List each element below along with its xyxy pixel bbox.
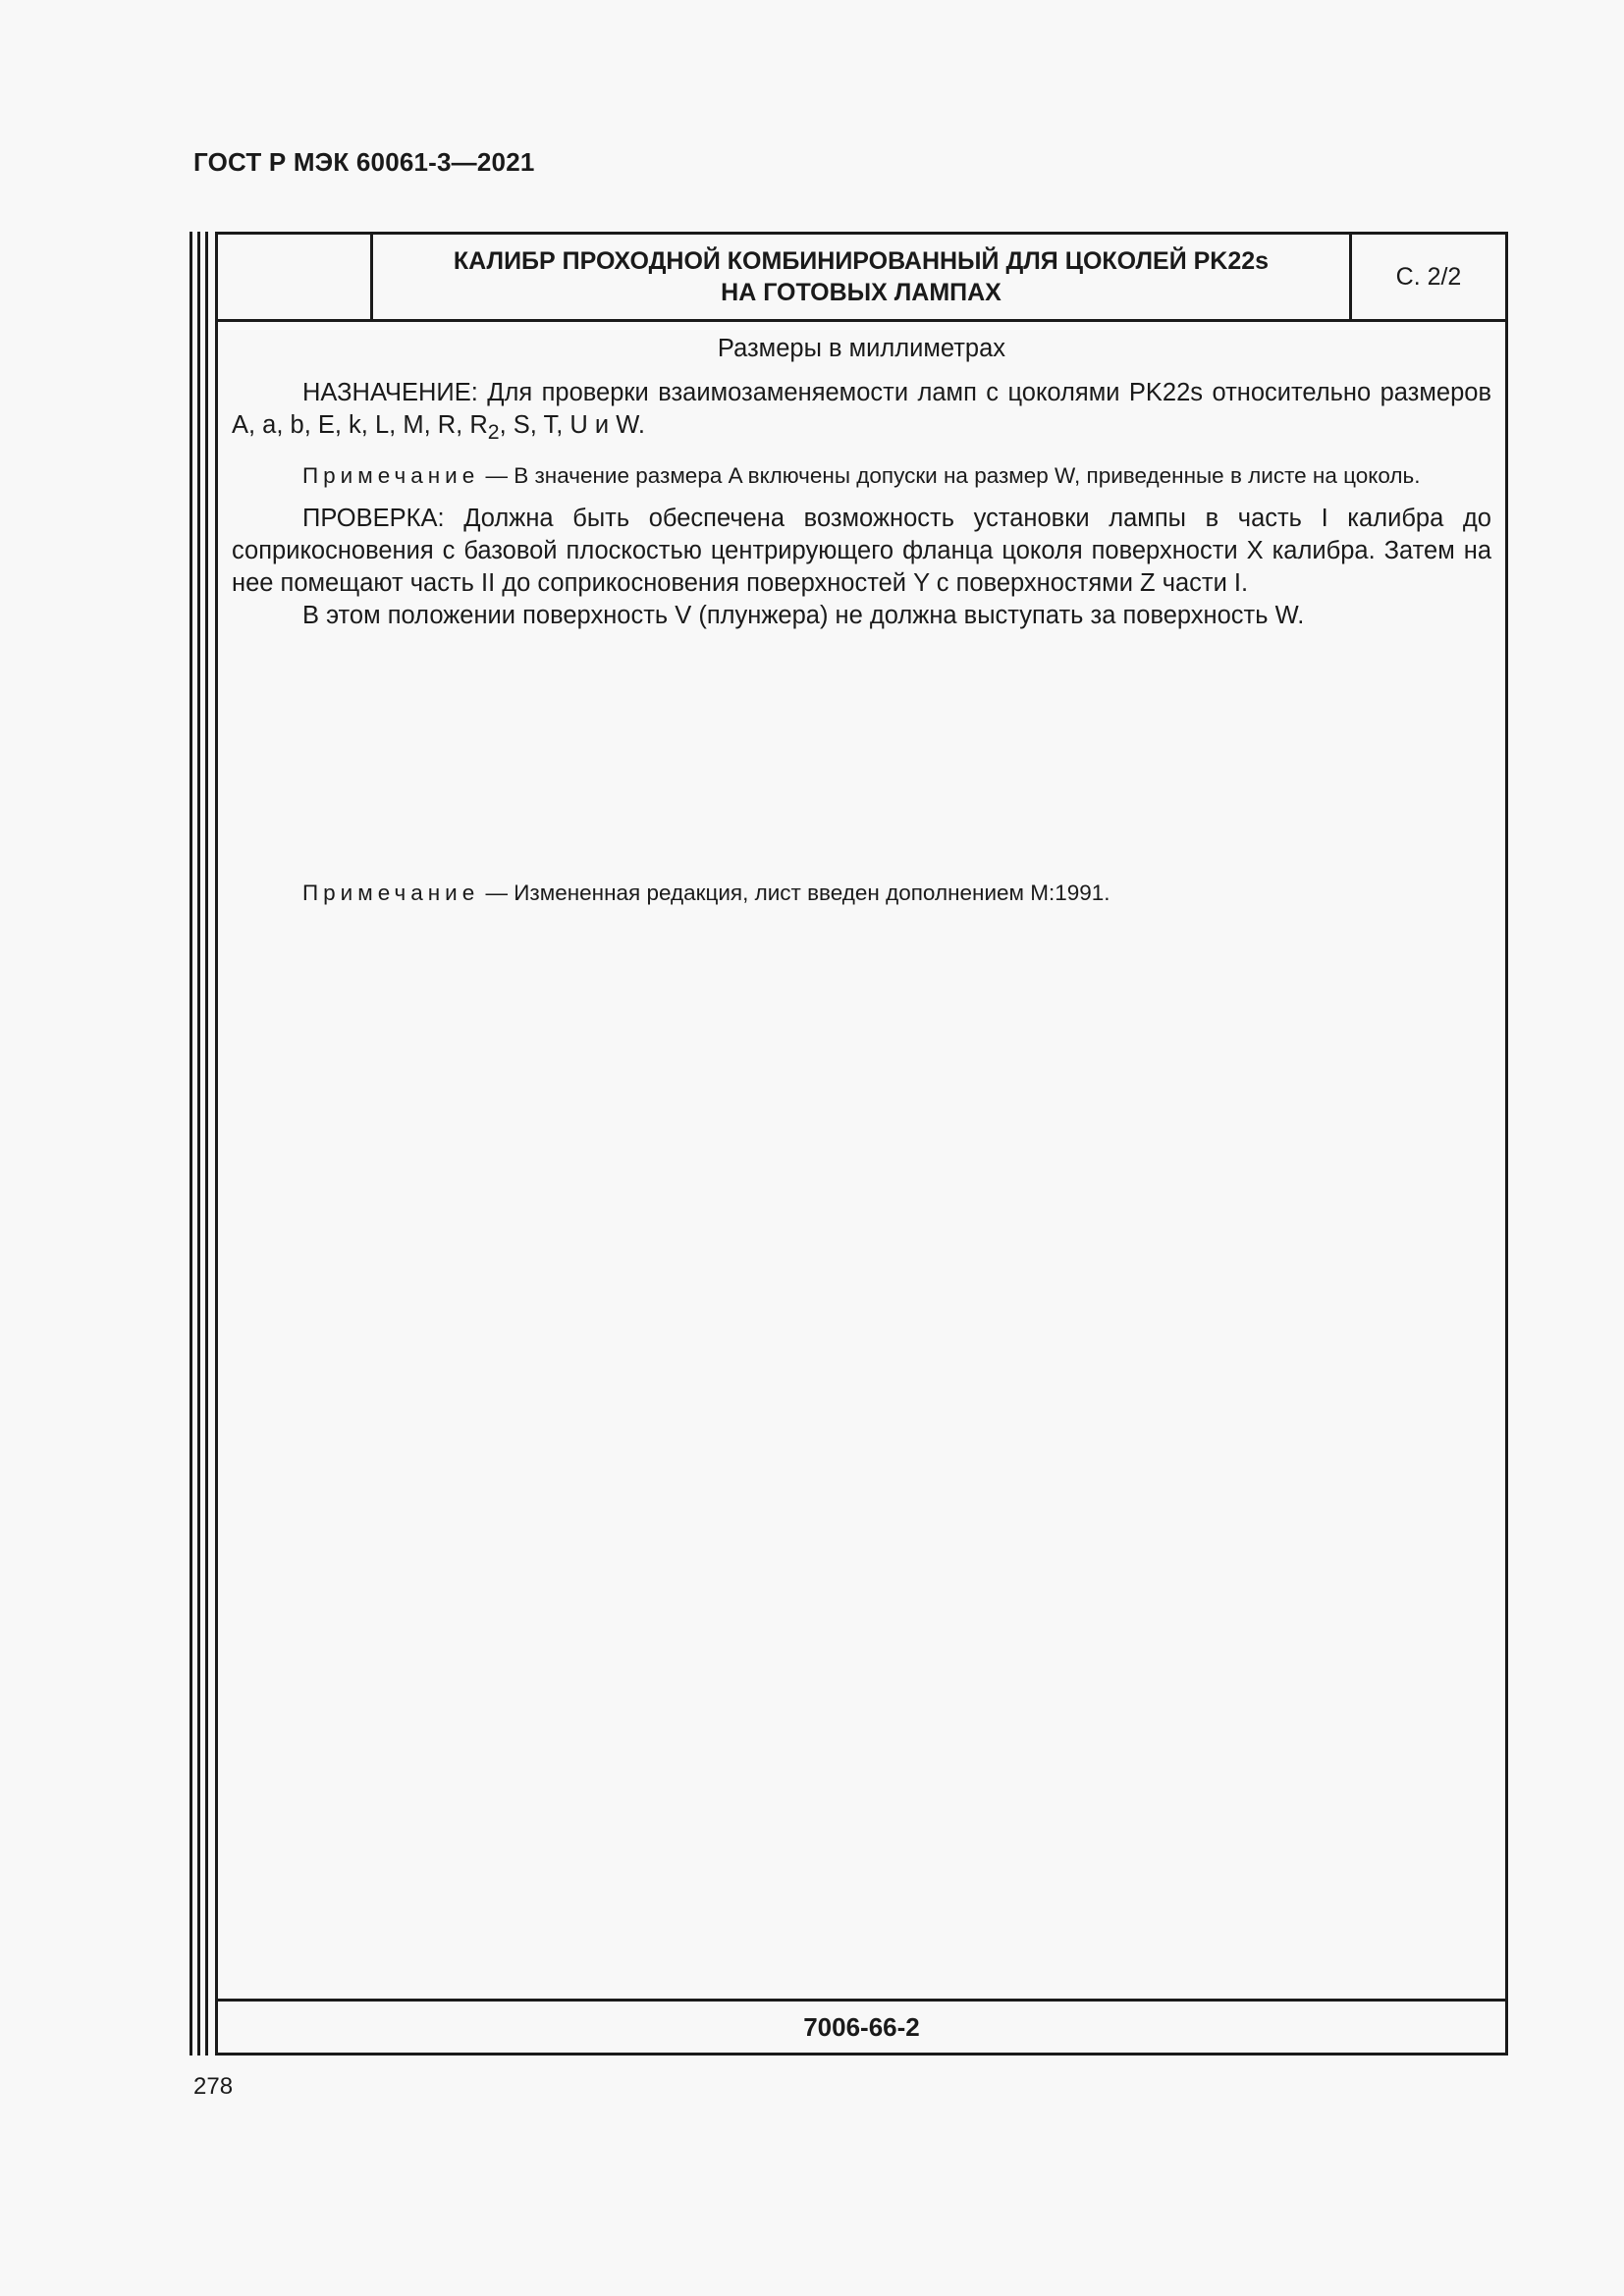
binding-line	[197, 232, 200, 2056]
standard-sheet	[215, 232, 1508, 2056]
document-header: ГОСТ Р МЭК 60061-3—2021	[193, 147, 535, 177]
note-1	[232, 460, 1491, 491]
note-2-label: Примечание	[302, 881, 480, 905]
purpose-text-end: , S, T, U и W.	[499, 411, 645, 439]
binding-line	[189, 232, 192, 2056]
sheet-code: 7006-66-2	[218, 1999, 1505, 2053]
sheet-title-line-2: НА ГОТОВЫХ ЛАМПАХ	[721, 279, 1001, 306]
check-paragraph: ПРОВЕРКА: Должна быть обеспечена возможность установки лампы в часть I калибра до соприкосновения с базовой плоскостью центрирующего фланца цоколя поверхности X калибра. Затем на нее помещают часть II до соприкосновения поверхностей Y с поверхностями Z части I.	[232, 505, 1491, 598]
purpose-subscript: 2	[487, 420, 500, 445]
note-1-text: — В значение размера A включены допуски на размер W, приведенные в листе на цоколь.	[479, 463, 1421, 489]
header-empty-cell	[218, 235, 373, 319]
purpose-text: НАЗНАЧЕНИЕ: Для проверки взаимозаменяемости ламп с цоколями PK22s относительно размеров A, a, b, E, k, L, M, R, R	[232, 379, 1491, 439]
sheet-page-ref: С. 2/2	[1395, 262, 1462, 291]
sheet-title	[373, 235, 1352, 319]
page-number: 278	[193, 2073, 234, 2100]
sheet-header	[218, 235, 1505, 322]
sheet-title-line-1: КАЛИБР ПРОХОДНОЙ КОМБИНИРОВАННЫЙ ДЛЯ ЦОКОЛЕЙ PK22s	[453, 247, 1270, 275]
sheet-body	[232, 333, 1491, 632]
units-caption: Размеры в миллиметрах	[717, 335, 1006, 362]
position-paragraph: В этом положении поверхность V (плунжера) не должна выступать за поверхность W.	[302, 602, 1305, 630]
note-2-text: — Измененная редакция, лист введен дополнением M:1991.	[479, 881, 1110, 905]
binding-line	[205, 232, 208, 2056]
purpose-paragraph	[232, 377, 1491, 449]
note-2	[302, 878, 1110, 908]
note-1-label: Примечание	[302, 463, 480, 489]
